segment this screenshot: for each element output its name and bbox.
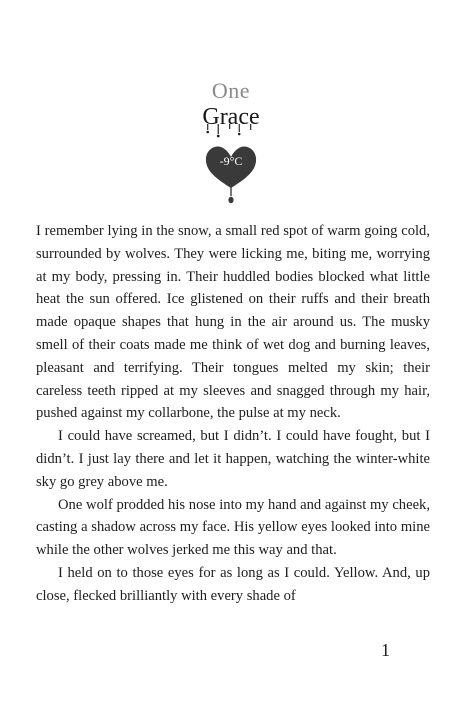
temperature-emblem	[201, 140, 261, 206]
chapter-number: One	[211, 78, 251, 103]
paragraph: I remember lying in the snow, a small red spot of warm going cold, surrounded by wolves. They were licking me, biting me, worrying at my body, pressing in. Their huddled bodies blocked what little heat the sun offered. Ice glistened on their ruffs and their breath made opaque shapes that hung in the air around us. The musky smell of their coats made me think of wet dog and burning leaves, pleasant and terrifying. Their tongues melted my skin; their careless teeth ripped at my sleeves and snagged through my hair, pushed against my collarbone, the pulse at my neck.	[36, 223, 430, 422]
page-number: 1	[381, 640, 390, 660]
chapter-title	[0, 104, 462, 131]
paragraph: One wolf prodded his nose into my hand and against my cheek, casting a shadow across my face. His yellow eyes looked into mine while the other wolves jerked me this way and that.	[36, 496, 430, 559]
paragraph: I could have screamed, but I didn’t. I could have fought, but I didn’t. I just lay there and let it happen, watching the winter-white sky go grey above me.	[36, 428, 430, 490]
paragraph: I held on to those eyes for as long as I could. Yellow. And, up close, flecked brilliantly with every shade of	[36, 564, 430, 604]
heart-leaf-icon	[201, 140, 261, 206]
chapter-title-text	[202, 104, 259, 131]
chapter-body	[36, 220, 430, 608]
frost-drips-icon	[202, 124, 259, 138]
chapter-title-label: Grace	[202, 104, 260, 130]
temperature-label: -9°C	[219, 154, 243, 168]
